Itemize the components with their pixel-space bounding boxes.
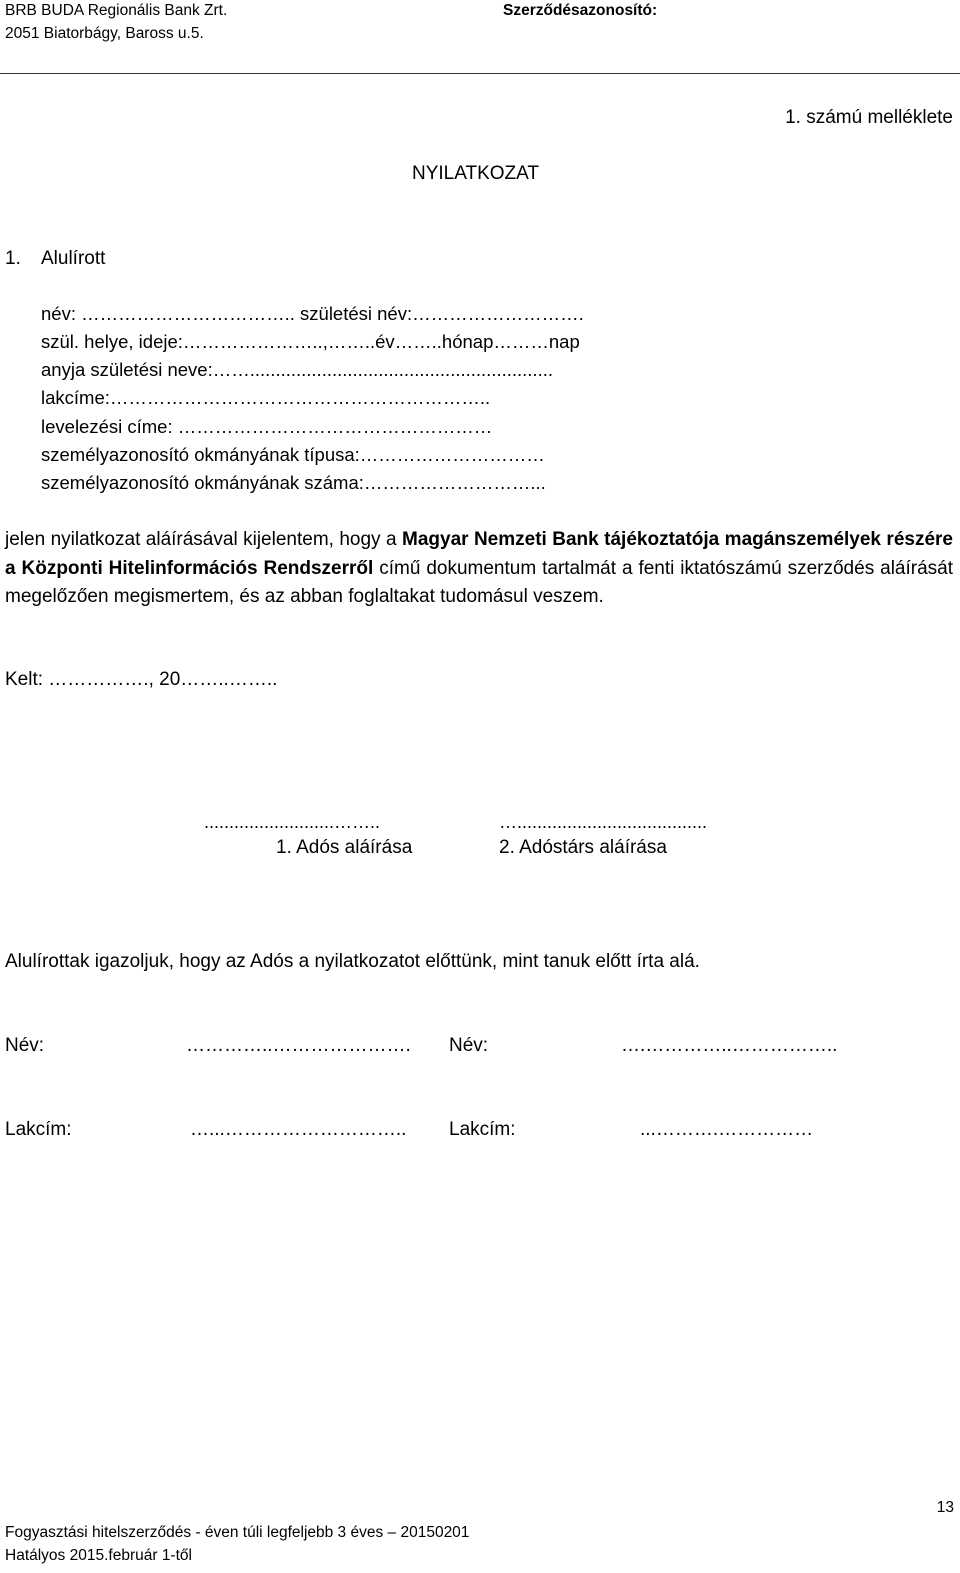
bank-name: BRB BUDA Regionális Bank Zrt. [5, 2, 228, 19]
witness-2-name-line: ….…………..…………….. [621, 1035, 838, 1056]
witness-1-address-label: Lakcím: [5, 1119, 72, 1140]
declaration-bold-title: Magyar Nemzeti Bank tájékoztatója magánszemélyek részére a Központi Hitelinformációs Rendszerről [5, 529, 953, 579]
witness-statement: Alulírottak igazoljuk, hogy az Adós a nyilatkozatot előttünk, mint tanuk előtt írta alá. [5, 951, 700, 972]
field-id-number: személyazonosító okmányának száma:………………………... [41, 472, 546, 493]
page-title: NYILATKOZAT [412, 163, 540, 184]
field-name: név: …………………………….. születési név:………………………. [41, 303, 584, 324]
debtor-signature-label: 1. Adós aláírása [276, 837, 413, 858]
codebtor-signature-line: …...................................... [499, 812, 708, 832]
witness-1-name-label: Név: [5, 1035, 45, 1056]
debtor-signature-line: ..........................…….. [204, 812, 381, 832]
witness-2-address-label: Lakcím: [449, 1119, 516, 1140]
contract-id-label: Szerződésazonosító: [503, 2, 658, 19]
declaration-paragraph [5, 526, 953, 612]
bank-address: 2051 Biatorbágy, Baross u.5. [5, 25, 204, 42]
witness-1-name-line: …………..…………………. [186, 1035, 411, 1056]
witness-1-address-line: …...……………………….. [190, 1119, 407, 1140]
footer-line-2: Hatályos 2015.február 1-től [5, 1547, 192, 1564]
field-address: lakcíme:…………………………………………………….. [41, 387, 491, 408]
date-place-line: Kelt: ……………., 20……..…….. [5, 669, 278, 690]
section-label: Alulírott [41, 248, 106, 269]
header-divider [0, 73, 960, 74]
field-birth-place-date: szül. helye, ideje:…………………..,……..év……..hónap………nap [41, 331, 580, 352]
witness-2-name-label: Név: [449, 1035, 489, 1056]
field-mailing-address: levelezési címe: …………………………………………… [41, 416, 493, 437]
footer-line-1: Fogyasztási hitelszerződés - éven túli legfeljebb 3 éves – 20150201 [5, 1524, 470, 1541]
witness-2-address-line: ...……….…………… [640, 1119, 814, 1140]
codebtor-signature-label: 2. Adóstárs aláírása [499, 837, 667, 858]
annex-label: 1. számú melléklete [785, 107, 953, 128]
declaration-part-1: jelen nyilatkozat aláírásával kijelentem, hogy a [5, 529, 402, 550]
field-id-type: személyazonosító okmányának típusa:………………………… [41, 444, 545, 465]
section-number: 1. [5, 248, 21, 269]
field-mother-name: anyja születési neve:……........................................................... [41, 359, 553, 380]
declaration-part-2: című dokumentum tartalmát a fenti iktatószámú szerződés aláírását megelőzően megismertem, és az abban foglaltakat tudomásul veszem. [5, 557, 953, 607]
page-number: 13 [936, 1499, 954, 1516]
